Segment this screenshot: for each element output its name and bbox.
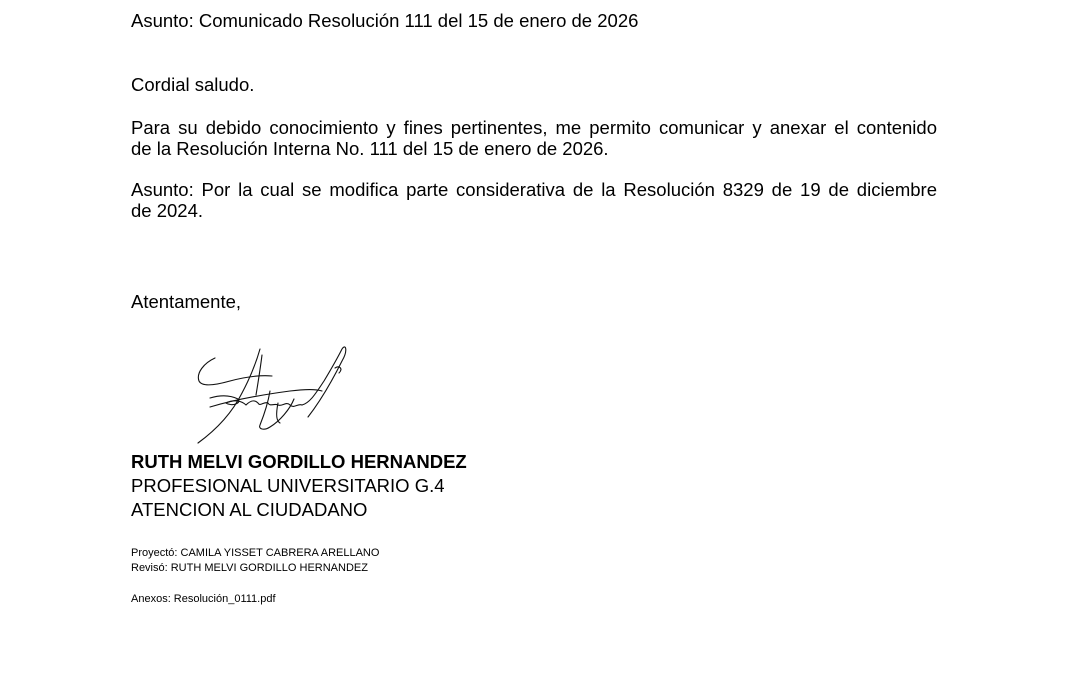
- projected-by: Proyectó: CAMILA YISSET CABRERA ARELLANO: [131, 547, 380, 559]
- signer-name: RUTH MELVI GORDILLO HERNANDEZ: [131, 451, 467, 472]
- body-paragraph-2-line-1: Asunto: Por la cual se modifica parte considerativa de la Resolución 8329 de 19 de diciembre: [131, 179, 937, 200]
- body-paragraph-1-line-2: de la Resolución Interna No. 111 del 15 de enero de 2026.: [131, 138, 609, 159]
- closing: Atentamente,: [131, 291, 242, 312]
- signer-office: ATENCION AL CIUDADANO: [131, 499, 368, 520]
- greeting: Cordial saludo.: [131, 74, 255, 95]
- body-paragraph-2-line-2: de 2024.: [131, 200, 204, 221]
- body-paragraph-1-line-1: Para su debido conocimiento y fines pertinentes, me permito comunicar y anexar el contenido: [131, 117, 937, 138]
- reviewed-by: Revisó: RUTH MELVI GORDILLO HERNANDEZ: [131, 562, 368, 574]
- subject-line: Asunto: Comunicado Resolución 111 del 15 de enero de 2026: [131, 10, 639, 31]
- handwritten-signature: [190, 343, 355, 448]
- signer-position: PROFESIONAL UNIVERSITARIO G.4: [131, 475, 445, 496]
- body-paragraph-1: [131, 117, 937, 159]
- body-paragraph-2: [131, 179, 937, 221]
- attachments: Anexos: Resolución_0111.pdf: [131, 593, 276, 605]
